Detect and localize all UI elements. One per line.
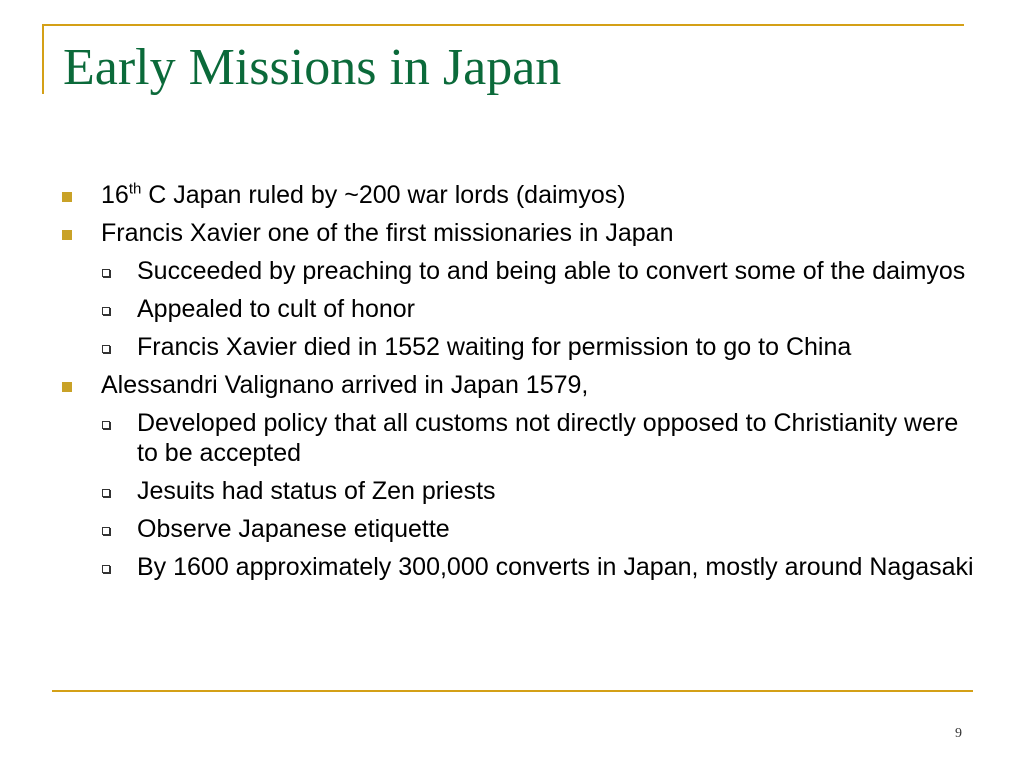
sub-bullet-item (0, 552, 1024, 582)
sub-bullet-item (0, 514, 1024, 544)
bullet-text: Alessandri Valignano arrived in Japan 1579, (101, 371, 589, 399)
sub-bullet-item (0, 476, 1024, 506)
hollow-square-bullet-icon (102, 307, 110, 315)
square-bullet-icon (62, 192, 72, 202)
bullet-text: 16th C Japan ruled by ~200 war lords (daimyos) (101, 180, 626, 209)
bullet-text: Francis Xavier one of the first missionaries in Japan (101, 219, 674, 247)
sub-bullet-text: Francis Xavier died in 1552 waiting for permission to go to China (137, 333, 852, 361)
sub-bullet-item (0, 256, 1024, 286)
square-bullet-icon (62, 230, 72, 240)
hollow-square-bullet-icon (102, 345, 110, 353)
frame-top-rule (42, 24, 964, 26)
bullet-item (0, 180, 1024, 210)
sub-bullet-text: By 1600 approximately 300,000 converts in Japan, mostly around Nagasaki (137, 553, 974, 581)
sub-bullet-item (0, 332, 1024, 362)
sub-bullet-item (0, 408, 1024, 468)
slide-title: Early Missions in Japan (63, 39, 562, 96)
sub-bullet-item (0, 294, 1024, 324)
sub-bullet-text: Succeeded by preaching to and being able to convert some of the daimyos (137, 257, 966, 285)
sub-bullet-text: Observe Japanese etiquette (137, 515, 450, 543)
bullet-item (0, 218, 1024, 248)
sub-bullet-text: Jesuits had status of Zen priests (137, 477, 496, 505)
bullet-list (0, 180, 1024, 590)
hollow-square-bullet-icon (102, 527, 110, 535)
frame-left-rule (42, 24, 44, 94)
hollow-square-bullet-icon (102, 565, 110, 573)
hollow-square-bullet-icon (102, 421, 110, 429)
sub-bullet-text: Developed policy that all customs not directly opposed to Christianity were to be accepted (137, 409, 959, 467)
square-bullet-icon (62, 382, 72, 392)
footer-rule (52, 690, 973, 692)
bullet-item (0, 370, 1024, 400)
sub-bullet-text: Appealed to cult of honor (137, 295, 415, 323)
page-number: 9 (955, 726, 962, 741)
hollow-square-bullet-icon (102, 269, 110, 277)
hollow-square-bullet-icon (102, 489, 110, 497)
